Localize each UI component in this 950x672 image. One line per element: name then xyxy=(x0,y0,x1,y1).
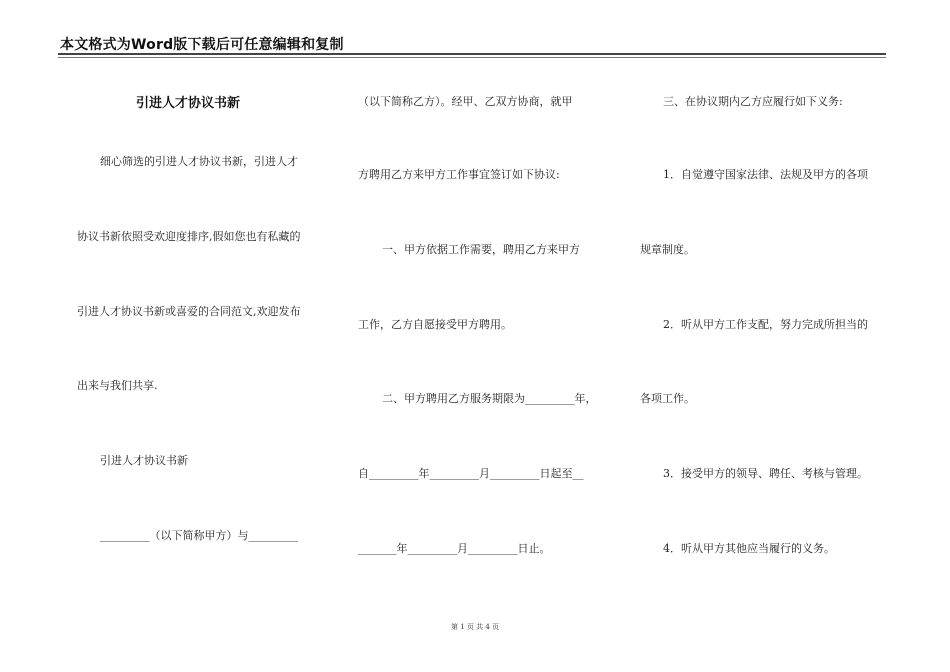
col2-line-6: 自_________年_________月_________日起至__ xyxy=(358,467,584,480)
col3-line-3: 规章制度。 xyxy=(640,243,695,256)
col1-line-4: 出来与我们共享. xyxy=(77,379,158,392)
col2-line-5: 二、甲方聘用乙方服务期限为_________年， xyxy=(382,392,597,405)
col2-line-4: 工作，乙方自愿接受甲方聘用。 xyxy=(358,318,512,331)
col3-line-4: 2．听从甲方工作支配，努力完成所担当的 xyxy=(663,318,868,331)
col1-line-6: _________（以下简称甲方）与_________ xyxy=(100,529,298,542)
page-footer: 第 1 页 共 4 页 xyxy=(450,623,500,631)
col3-line-2: 1．自觉遵守国家法律、法规及甲方的各项 xyxy=(663,168,868,181)
col2-line-7: _______年_________月_________日止。 xyxy=(358,542,551,555)
header-rule-thin xyxy=(58,57,886,58)
col1-line-2: 协议书新依照受欢迎度排序,假如您也有私藏的 xyxy=(77,230,301,243)
col3-line-6: 3．接受甲方的领导、聘任、考核与管理。 xyxy=(663,467,868,480)
col1-line-5: 引进人才协议书新 xyxy=(100,454,188,467)
document-header: 本文格式为Word版下载后可任意编辑和复制 xyxy=(60,37,344,53)
col2-line-3: 一、甲方依据工作需要，聘用乙方来甲方 xyxy=(382,243,580,256)
document-title: 引进人才协议书新 xyxy=(136,96,241,111)
col2-line-1: （以下简称乙方）。经甲、乙双方协商，就甲 xyxy=(358,95,573,108)
col1-line-1: 细心筛选的引进人才协议书新，引进人才 xyxy=(100,155,298,168)
col2-line-2: 方聘用乙方来甲方工作事宜签订如下协议: xyxy=(358,168,560,181)
col3-line-7: 4．听从甲方其他应当履行的义务。 xyxy=(663,542,835,555)
col3-line-1: 三、在协议期内乙方应履行如下义务: xyxy=(663,95,843,108)
col1-line-3: 引进人才协议书新或喜爱的合同范文,欢迎发布 xyxy=(77,305,301,318)
header-rule-thick xyxy=(58,53,886,55)
col3-line-5: 各项工作。 xyxy=(640,392,695,405)
